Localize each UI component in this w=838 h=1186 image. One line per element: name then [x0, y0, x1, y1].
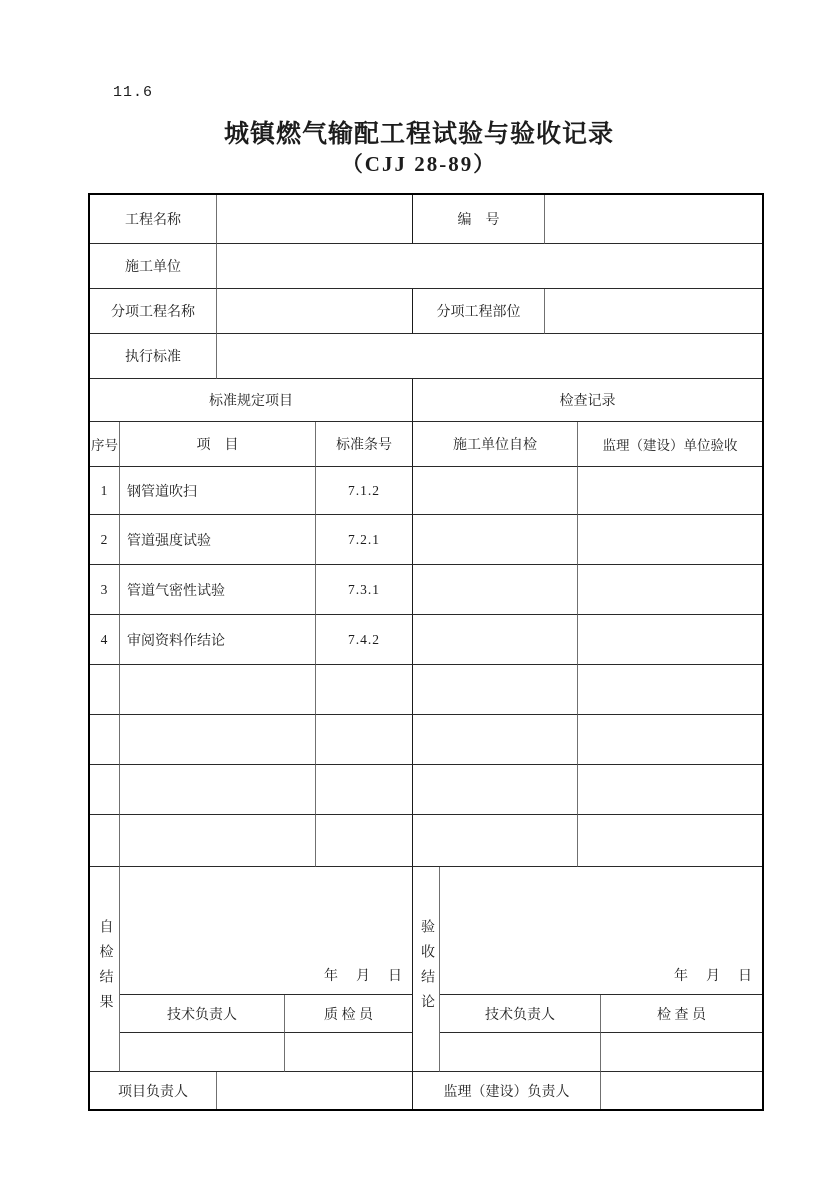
- acceptance-tech-leader-signature: [440, 1033, 601, 1072]
- sub-project-part-label: 分项工程部位: [413, 289, 545, 334]
- self-check-tech-leader-label: 技术负责人: [120, 995, 285, 1033]
- number-value: [545, 195, 762, 244]
- col-header-clause: 标准条号: [316, 422, 413, 467]
- empty-supervision-cell: [578, 715, 762, 765]
- row-supervision-cell: [578, 515, 762, 565]
- construction-unit-label: 施工单位: [90, 244, 217, 289]
- row-supervision-cell: [578, 467, 762, 515]
- row-clause: 7.1.2: [316, 467, 413, 515]
- empty-seq-cell: [90, 665, 120, 715]
- standard-value: [217, 334, 762, 379]
- empty-seq-cell: [90, 765, 120, 815]
- empty-supervision-cell: [578, 815, 762, 867]
- empty-self-check-cell: [413, 715, 578, 765]
- row-seq: 4: [90, 615, 120, 665]
- row-supervision-cell: [578, 565, 762, 615]
- row-clause: 7.4.2: [316, 615, 413, 665]
- number-label: 编 号: [413, 195, 545, 244]
- row-self-check-cell: [413, 565, 578, 615]
- row-item: 钢管道吹扫: [120, 467, 316, 515]
- empty-seq-cell: [90, 715, 120, 765]
- empty-item-cell: [120, 715, 316, 765]
- empty-clause-cell: [316, 765, 413, 815]
- self-check-qc-label: 质 检 员: [285, 995, 413, 1033]
- project-leader-label: 项目负责人: [90, 1072, 217, 1109]
- empty-item-cell: [120, 665, 316, 715]
- row-item: 管道气密性试验: [120, 565, 316, 615]
- section-number: 11.6: [113, 84, 154, 101]
- acceptance-date-cell: 年 月 日: [440, 867, 762, 995]
- row-item: 管道强度试验: [120, 515, 316, 565]
- row-seq: 2: [90, 515, 120, 565]
- sub-project-name-value: [217, 289, 413, 334]
- empty-clause-cell: [316, 665, 413, 715]
- row-seq: 3: [90, 565, 120, 615]
- empty-self-check-cell: [413, 815, 578, 867]
- acceptance-conclusion-label: 验收结论: [413, 867, 440, 1072]
- empty-clause-cell: [316, 715, 413, 765]
- supervisor-leader-label: 监理（建设）负责人: [413, 1072, 601, 1109]
- title-block: [0, 121, 838, 177]
- project-name-label: 工程名称: [90, 195, 217, 244]
- self-check-date-cell: 年 月 日: [120, 867, 413, 995]
- empty-item-cell: [120, 765, 316, 815]
- col-header-supervision-check: 监理（建设）单位验收: [578, 422, 762, 467]
- self-check-tech-leader-signature: [120, 1033, 285, 1072]
- sub-project-name-label: 分项工程名称: [90, 289, 217, 334]
- empty-self-check-cell: [413, 765, 578, 815]
- acceptance-inspector-signature: [601, 1033, 762, 1072]
- empty-item-cell: [120, 815, 316, 867]
- empty-supervision-cell: [578, 665, 762, 715]
- row-supervision-cell: [578, 615, 762, 665]
- row-self-check-cell: [413, 467, 578, 515]
- construction-unit-value: [217, 244, 762, 289]
- page-title: 城镇燃气输配工程试验与验收记录: [223, 121, 614, 148]
- acceptance-tech-leader-label: 技术负责人: [440, 995, 601, 1033]
- standard-items-header: 标准规定项目: [90, 379, 413, 422]
- empty-self-check-cell: [413, 665, 578, 715]
- col-header-item: 项 目: [120, 422, 316, 467]
- acceptance-record-table: [88, 193, 764, 1111]
- page-subtitle: （CJJ 28-89）: [341, 151, 497, 176]
- empty-supervision-cell: [578, 765, 762, 815]
- standard-label: 执行标准: [90, 334, 217, 379]
- supervisor-leader-signature: [601, 1072, 762, 1109]
- row-self-check-cell: [413, 515, 578, 565]
- project-leader-signature: [217, 1072, 413, 1109]
- self-check-result-label: 自检结果: [90, 867, 120, 1072]
- check-record-header: 检查记录: [413, 379, 762, 422]
- row-clause: 7.3.1: [316, 565, 413, 615]
- empty-seq-cell: [90, 815, 120, 867]
- row-clause: 7.2.1: [316, 515, 413, 565]
- row-self-check-cell: [413, 615, 578, 665]
- empty-clause-cell: [316, 815, 413, 867]
- row-item: 审阅资料作结论: [120, 615, 316, 665]
- col-header-self-check: 施工单位自检: [413, 422, 578, 467]
- project-name-value: [217, 195, 413, 244]
- acceptance-inspector-label: 检 查 员: [601, 995, 762, 1033]
- self-check-qc-signature: [285, 1033, 413, 1072]
- row-seq: 1: [90, 467, 120, 515]
- sub-project-part-value: [545, 289, 762, 334]
- col-header-seq: 序号: [90, 422, 120, 467]
